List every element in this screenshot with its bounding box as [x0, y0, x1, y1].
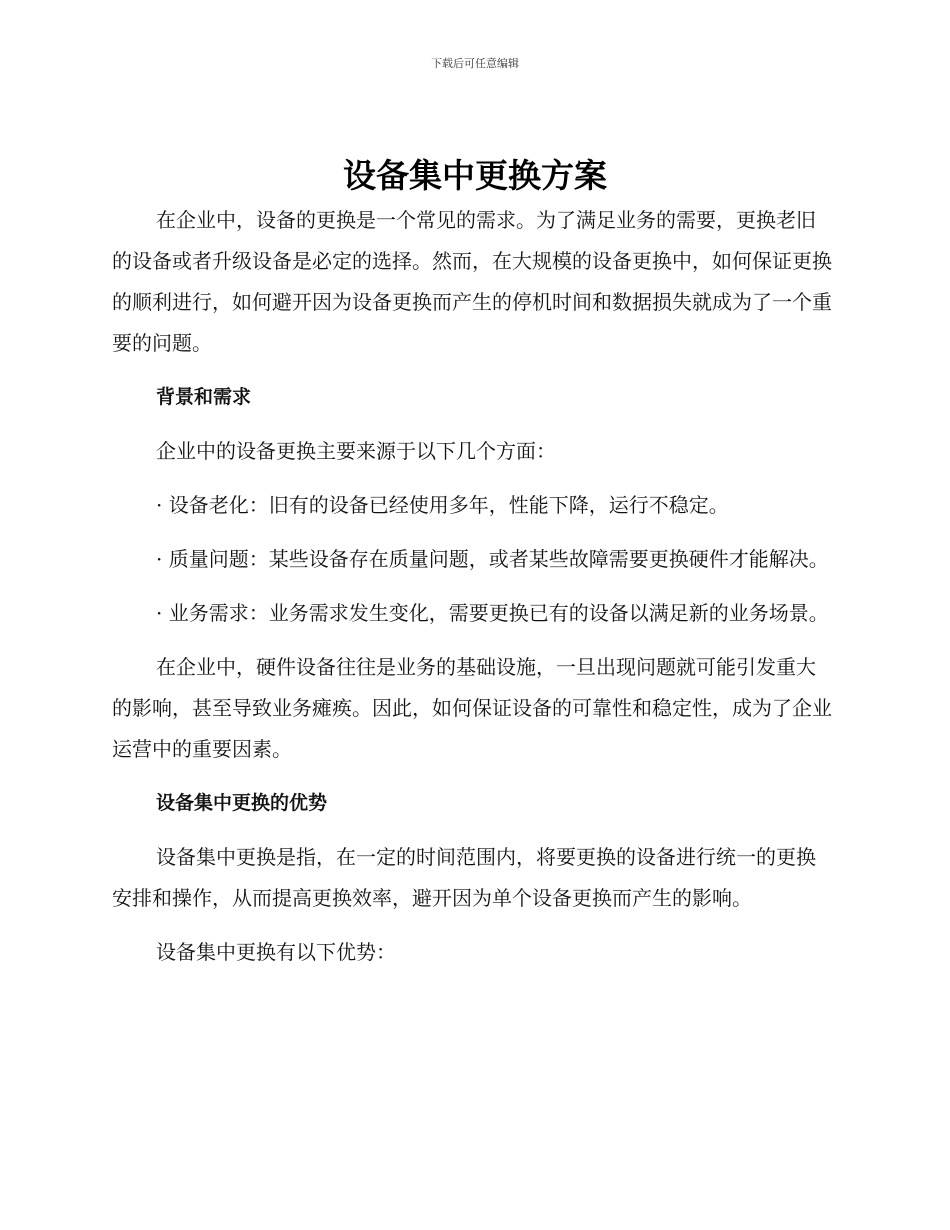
- section1-summary-paragraph: 在企业中，硬件设备往往是业务的基础设施，一旦出现问题就可能引发重大的影响，甚至导致业务瘫痪。因此，如何保证设备的可靠性和稳定性，成为了企业运营中的重要因素。: [112, 655, 832, 761]
- document-body: [112, 200, 832, 973]
- section2-lead-paragraph: 设备集中更换有以下优势：: [156, 940, 396, 964]
- section-heading-advantages: 设备集中更换的优势: [156, 792, 328, 814]
- intro-paragraph: 在企业中，设备的更换是一个常见的需求。为了满足业务的需要，更换老旧的设备或者升级设备是必定的选择。然而，在大规模的设备更换中，如何保证更换的顺利进行，如何避开因为设备更换而产生的停机时间和数据损失就成为了一个重要的问题。: [112, 208, 832, 355]
- bullet-quality-issues: · 质量问题：某些设备存在质量问题，或者某些故障需要更换硬件才能解决。: [156, 547, 829, 571]
- bullet-business-needs: · 业务需求：业务需求发生变化，需要更换已有的设备以满足新的业务场景。: [156, 601, 829, 625]
- bullet-equipment-aging: · 设备老化：旧有的设备已经使用多年，性能下降，运行不稳定。: [156, 493, 729, 517]
- header-note: 下载后可任意编辑: [431, 57, 519, 70]
- section-heading-background: 背景和需求: [156, 386, 252, 408]
- section2-definition-paragraph: 设备集中更换是指，在一定的时间范围内，将要更换的设备进行统一的更换安排和操作，从而提高更换效率，避开因为单个设备更换而产生的影响。: [112, 845, 816, 910]
- page-title: 设备集中更换方案: [343, 156, 607, 195]
- section1-lead-paragraph: 企业中的设备更换主要来源于以下几个方面：: [156, 439, 556, 463]
